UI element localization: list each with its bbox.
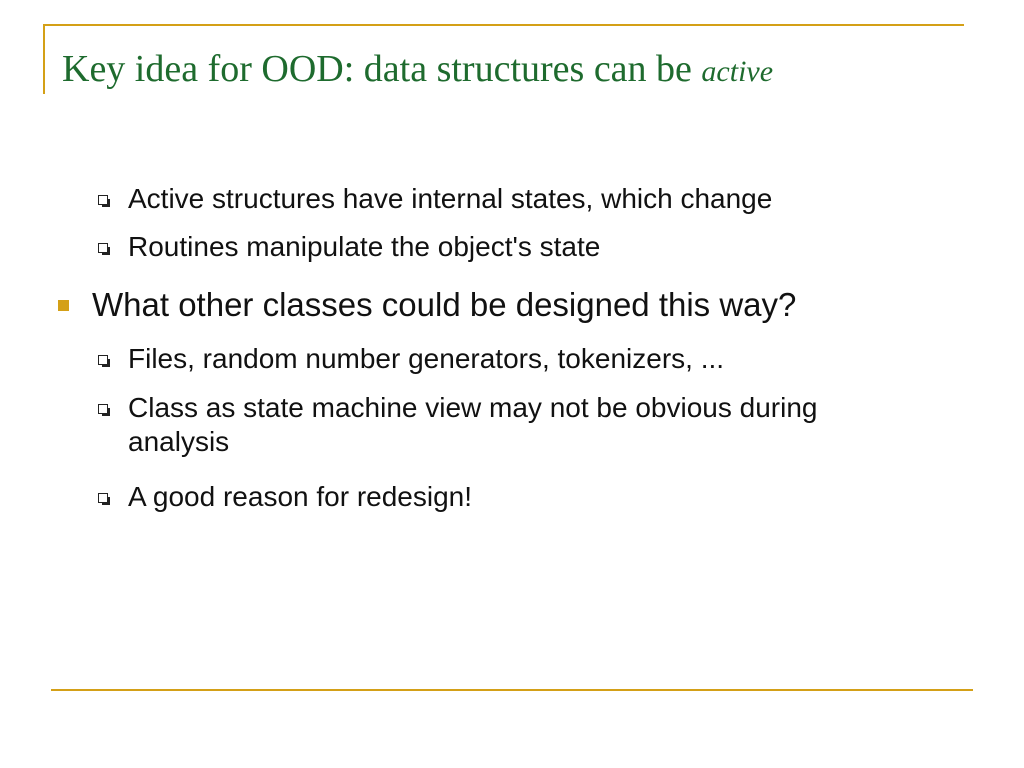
hollow-square-bullet-icon <box>98 404 108 414</box>
bullet-text: Class as state machine view may not be obvious during analysis <box>128 392 818 457</box>
hollow-square-bullet-icon <box>98 243 108 253</box>
bullet-item <box>128 182 928 216</box>
bullet-text: Routines manipulate the object's state <box>128 231 601 262</box>
title-emphasis-text: active <box>701 55 774 88</box>
bullet-item <box>128 230 928 264</box>
bullet-item <box>128 342 928 376</box>
bullet-text: Files, random number generators, tokenizers, ... <box>128 343 725 374</box>
bullet-item <box>128 391 888 459</box>
solid-square-bullet-icon <box>58 300 69 311</box>
bullet-item <box>128 480 928 514</box>
bullet-text: Active structures have internal states, which change <box>128 183 773 214</box>
bullet-text: A good reason for redesign! <box>128 481 473 512</box>
title-main-text: Key idea for OOD: data structures can be <box>62 48 702 90</box>
hollow-square-bullet-icon <box>98 493 108 503</box>
hollow-square-bullet-icon <box>98 195 108 205</box>
bullet-item <box>92 285 972 325</box>
hollow-square-bullet-icon <box>98 355 108 365</box>
frame-bottom-line <box>51 689 973 691</box>
bullet-text: What other classes could be designed this way? <box>92 286 797 323</box>
